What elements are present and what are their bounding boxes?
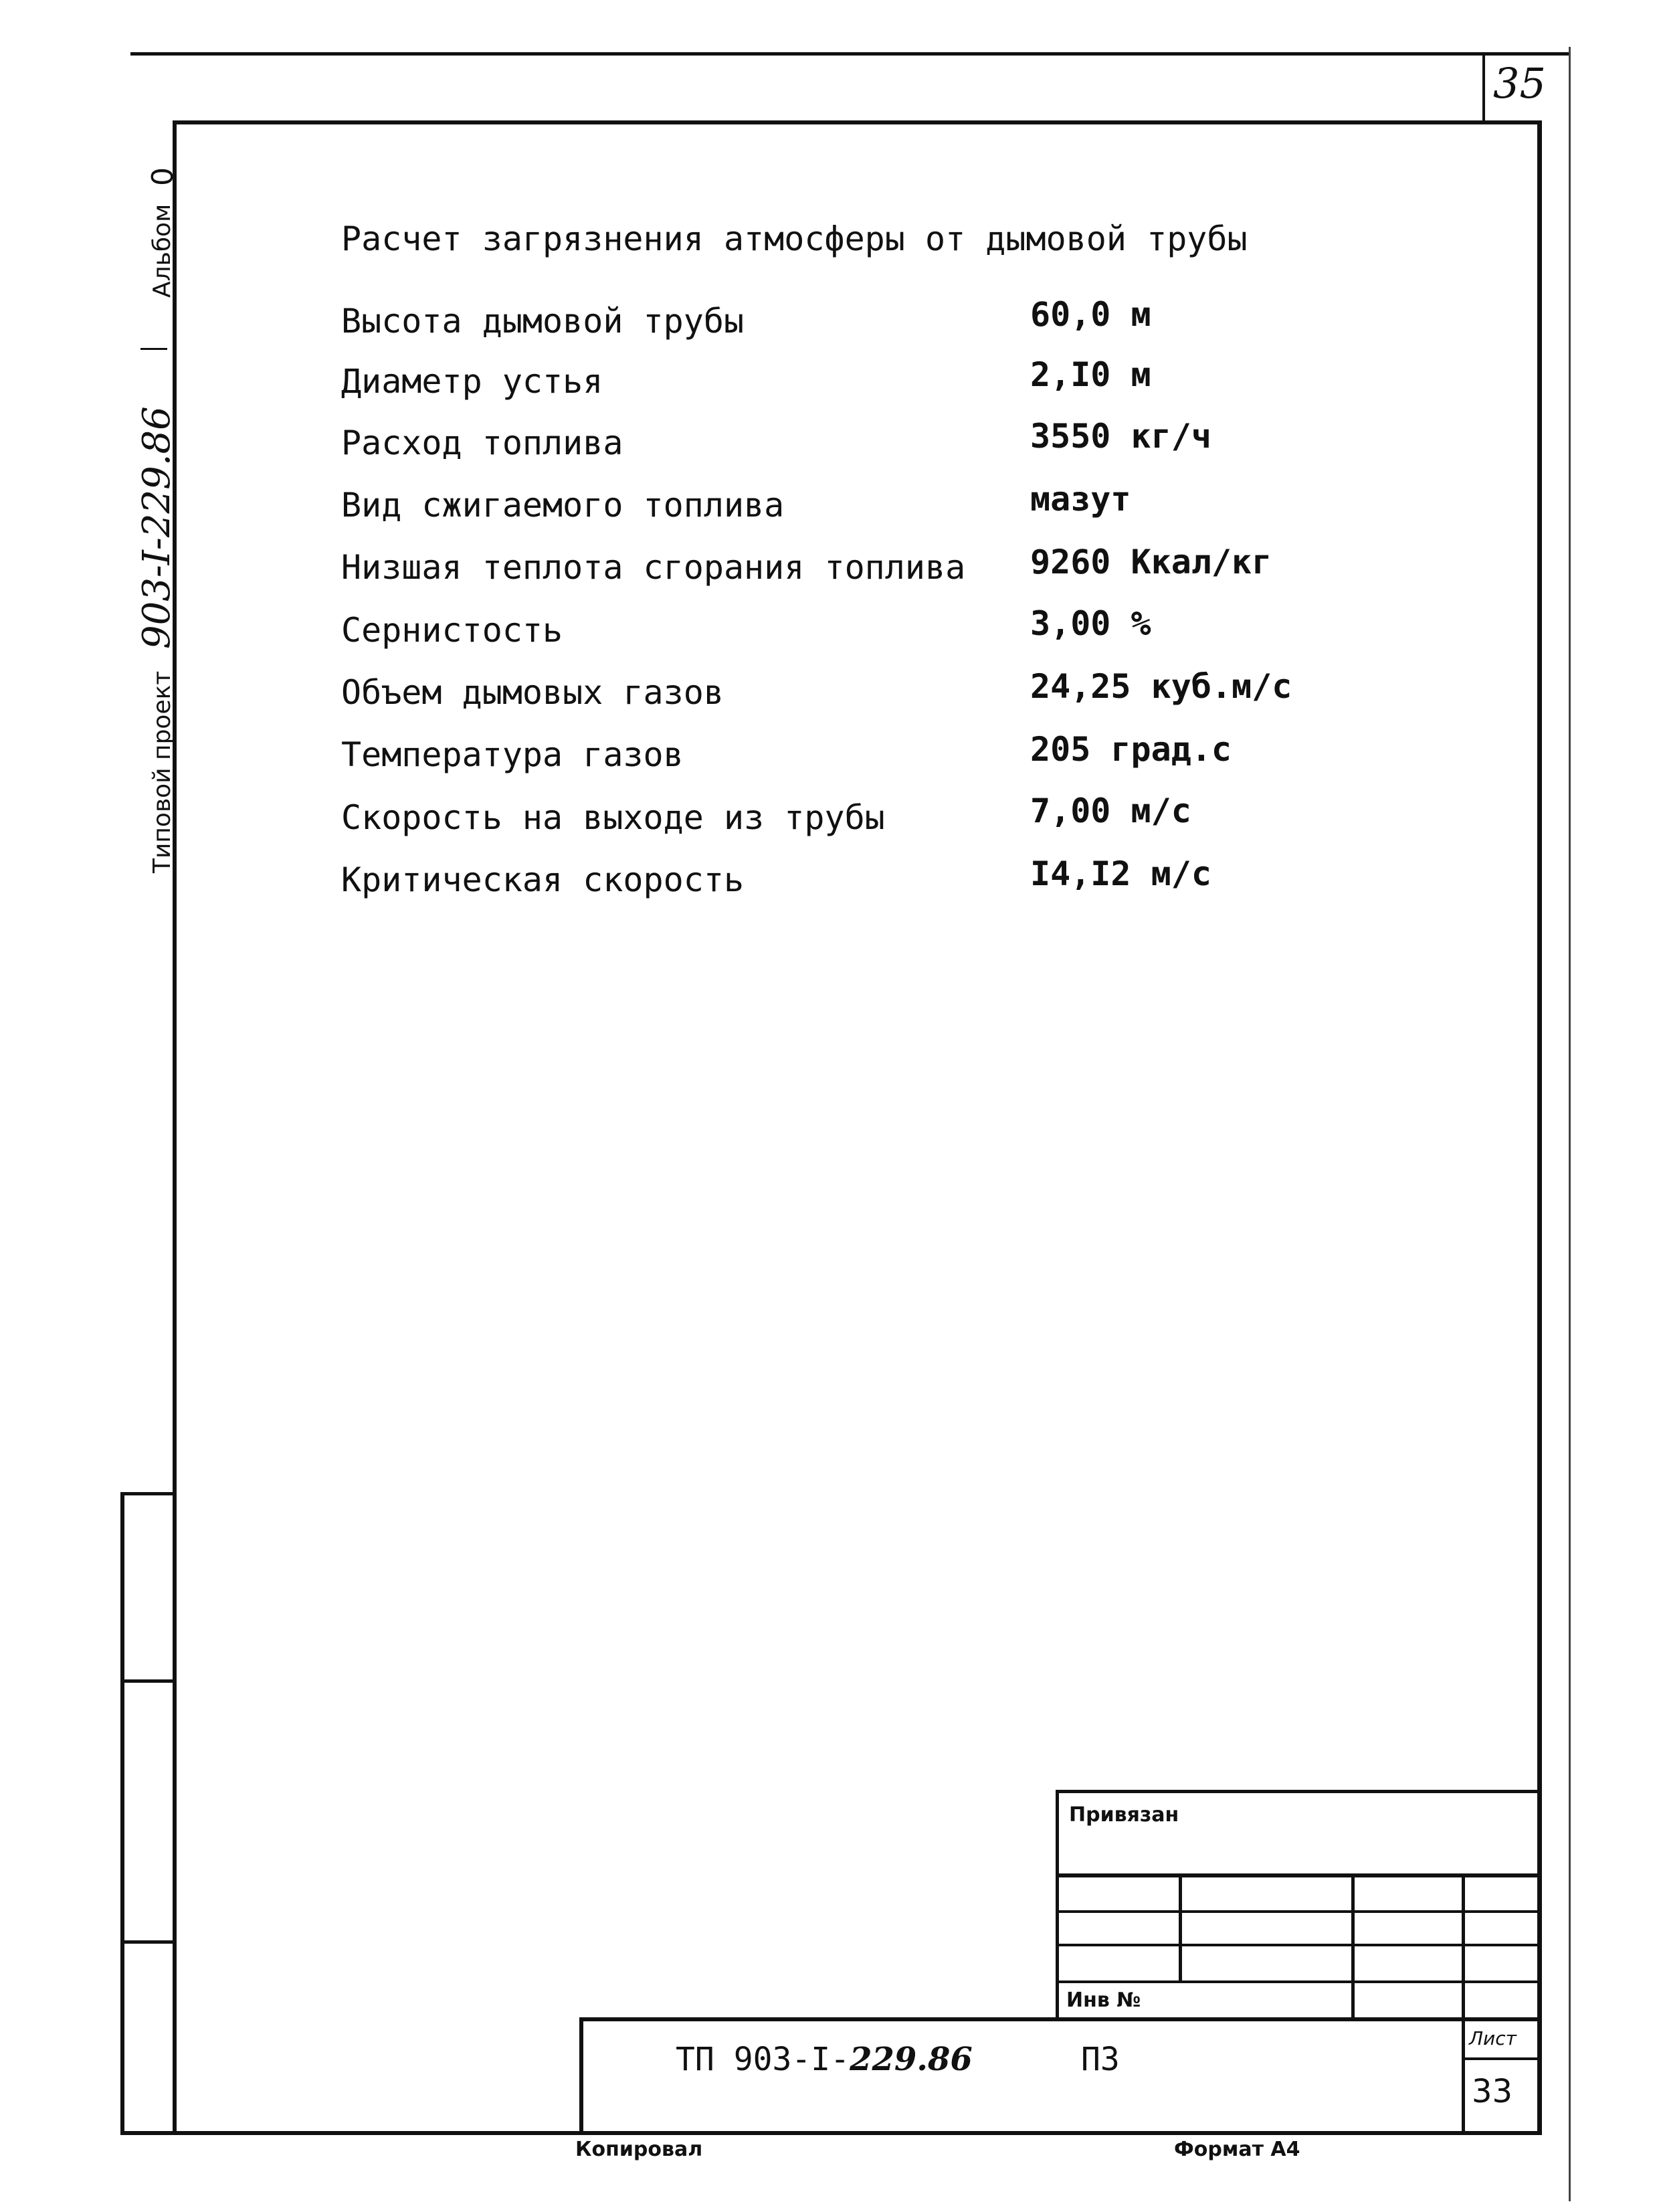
project-label: Типовой проект <box>149 670 176 873</box>
row-label-exit-velocity: Скорость на выходе из трубы <box>341 798 885 837</box>
row-value-fuel-type: мазут <box>1030 480 1131 519</box>
frame-bottom <box>120 2131 1542 2135</box>
stamp-main-top <box>579 2017 1539 2021</box>
page-number-box-left <box>1482 54 1485 120</box>
stamp-main-left <box>579 2017 583 2134</box>
right-edge-rule <box>1569 47 1571 2201</box>
stamp-code-suffix: 229.86 <box>850 2041 973 2078</box>
stamp-code-prefix: ТП 903-I- <box>676 2041 850 2078</box>
album-value: 0 <box>146 167 180 186</box>
copied-label: Копировал <box>575 2138 703 2161</box>
row-label-fuel-type: Вид сжигаемого топлива <box>341 486 785 525</box>
row-label-stack-height: Высота дымовой трубы <box>341 302 745 341</box>
row-value-heating-value: 9260 Ккал/кг <box>1030 543 1272 581</box>
row-value-flue-gas-volume: 24,25 куб.м/с <box>1030 667 1292 706</box>
page-number-handwritten: 35 <box>1493 59 1546 108</box>
project-code: 903-I-229.86 <box>135 406 179 649</box>
stamp-upper-row-1 <box>1056 1873 1539 1877</box>
row-value-gas-temperature: 205 град.с <box>1030 730 1232 769</box>
side-box-left <box>120 1492 124 2134</box>
stamp-code <box>676 2041 973 2078</box>
side-box-div-1 <box>120 1679 177 1683</box>
format-label: Формат А4 <box>1174 2138 1300 2161</box>
row-value-fuel-consumption: 3550 кг/ч <box>1030 417 1211 456</box>
document-title: Расчет загрязнения атмосферы от дымовой трубы <box>341 219 1248 258</box>
stamp-upper-row-2 <box>1056 1910 1539 1913</box>
row-value-exit-velocity: 7,00 м/с <box>1030 792 1191 830</box>
stamp-upper-row-3 <box>1056 1944 1539 1946</box>
sheet-label: Лист <box>1469 2027 1517 2049</box>
stamp-upper-left <box>1056 1790 1059 2021</box>
row-label-mouth-diameter: Диаметр устья <box>341 362 603 401</box>
row-value-sulfur-content: 3,00 % <box>1030 604 1151 643</box>
album-label: Альбом <box>149 203 176 298</box>
inv-label: Инв № <box>1066 1989 1141 2012</box>
top-rule <box>130 52 1569 56</box>
stamp-sheet-col <box>1462 2017 1465 2134</box>
side-box-top <box>120 1492 177 1495</box>
row-value-mouth-diameter: 2,I0 м <box>1030 355 1151 394</box>
stamp-upper-col-1 <box>1179 1873 1182 1980</box>
sidebar-divider <box>140 348 167 350</box>
stamp-upper-col-3 <box>1462 1873 1465 2021</box>
stamp-doc-type: ПЗ <box>1081 2041 1120 2078</box>
privyazan-label: Привязан <box>1069 1803 1179 1827</box>
stamp-upper-col-2 <box>1351 1873 1355 2021</box>
row-label-flue-gas-volume: Объем дымовых газов <box>341 673 724 712</box>
sheet-number: 33 <box>1472 2073 1513 2110</box>
row-label-sulfur-content: Сернистость <box>341 611 563 650</box>
frame-top <box>173 120 1542 124</box>
row-label-critical-velocity: Критическая скорость <box>341 860 745 899</box>
row-label-gas-temperature: Температура газов <box>341 735 684 774</box>
stamp-upper-top <box>1056 1790 1539 1793</box>
row-value-stack-height: 60,0 м <box>1030 295 1151 334</box>
side-box-div-2 <box>120 1940 177 1944</box>
row-value-critical-velocity: I4,I2 м/с <box>1030 854 1211 893</box>
frame-right <box>1537 120 1542 2134</box>
stamp-upper-row-4 <box>1056 1980 1539 1983</box>
row-label-heating-value: Низшая теплота сгорания топлива <box>341 548 966 587</box>
stamp-sheet-row <box>1462 2057 1539 2060</box>
row-label-fuel-consumption: Расход топлива <box>341 424 623 462</box>
